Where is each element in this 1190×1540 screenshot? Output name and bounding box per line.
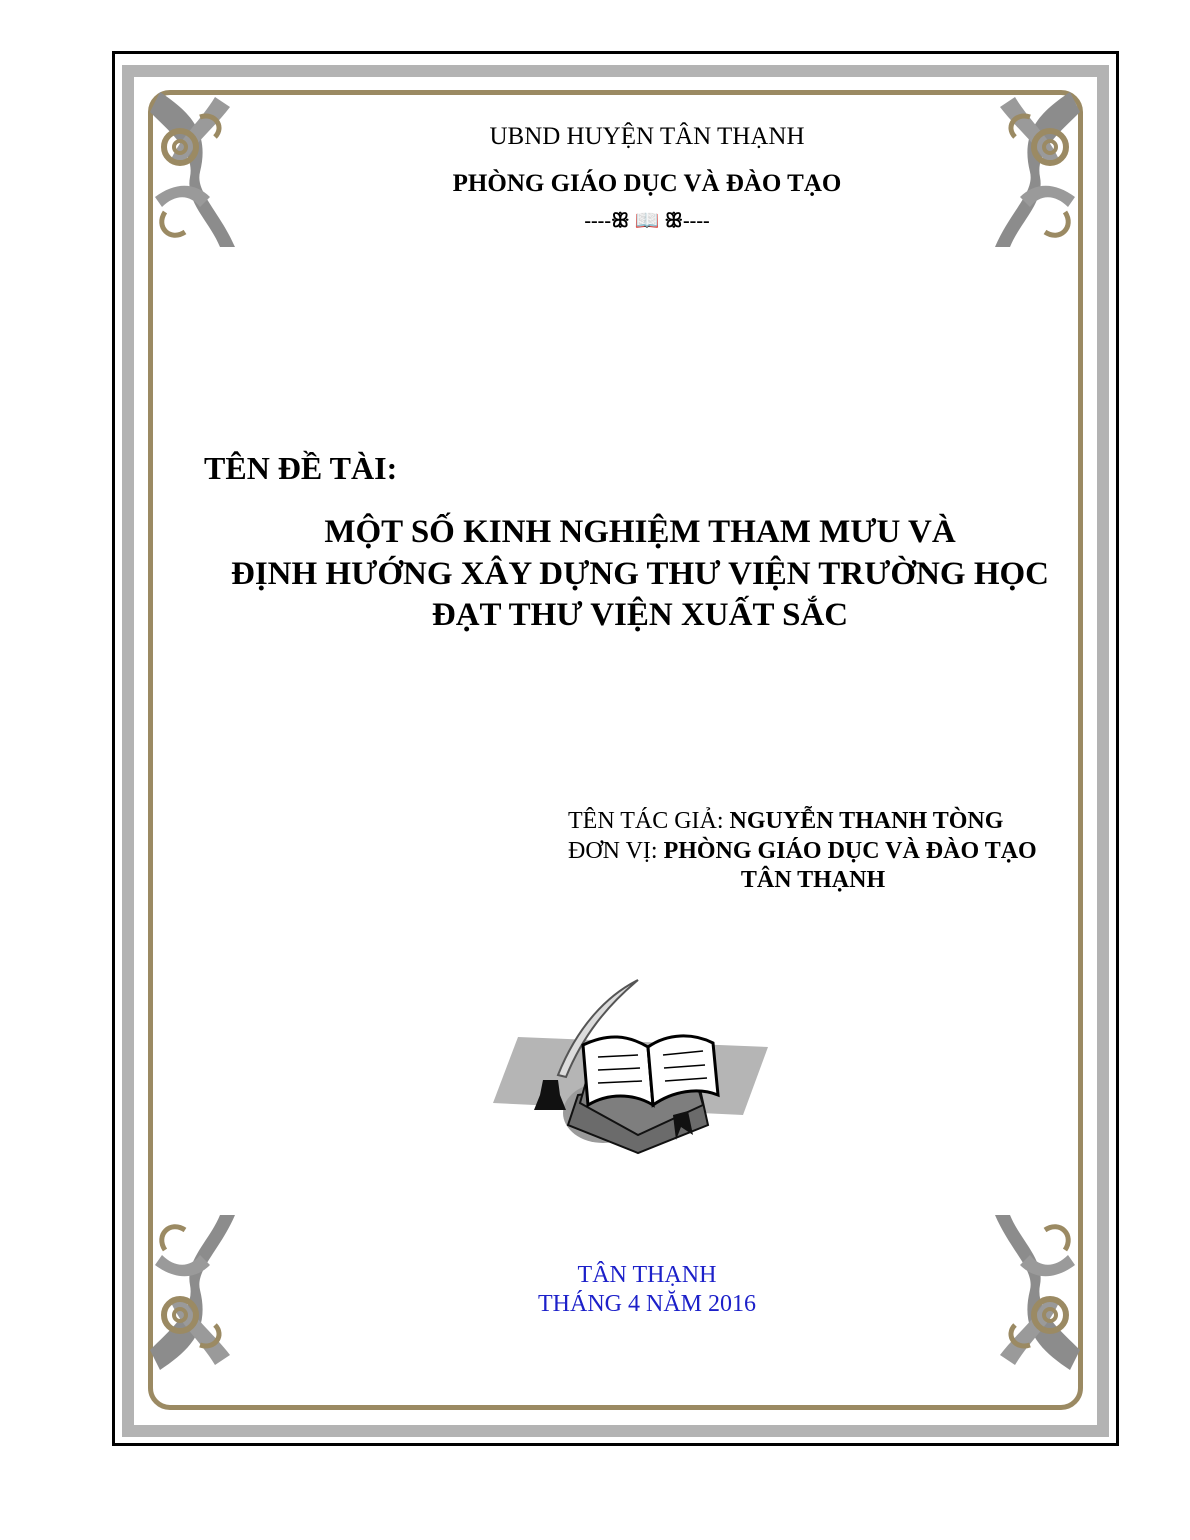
author-label: TÊN TÁC GIẢ: bbox=[568, 808, 730, 834]
page-border-gold bbox=[148, 90, 1083, 1410]
title-line-3: ĐẠT THƯ VIỆN XUẤT SẮC bbox=[431, 597, 849, 633]
unit-label: ĐƠN VỊ: bbox=[568, 838, 664, 864]
footer-place: TÂN THẠNH bbox=[577, 1262, 717, 1288]
title-label: TÊN ĐỀ TÀI: bbox=[204, 450, 398, 486]
title-line-1: MỘT SỐ KINH NGHIỆM THAM MƯU VÀ bbox=[324, 514, 956, 550]
author-line bbox=[568, 808, 1003, 835]
corner-flourish-icon bbox=[980, 82, 1090, 252]
author-name: NGUYỄN THANH TÒNG bbox=[729, 808, 1004, 834]
title-line-2: ĐỊNH HƯỚNG XÂY DỰNG THƯ VIỆN TRƯỜNG HỌC bbox=[230, 556, 1049, 592]
header-ornament: ----ꕥ 📖 ꕥ---- bbox=[584, 210, 710, 232]
org-line-2: PHÒNG GIÁO DỤC VÀ ĐÀO TẠO bbox=[452, 170, 842, 197]
corner-flourish-icon bbox=[140, 82, 250, 252]
book-quill-illustration-icon bbox=[488, 975, 770, 1160]
unit-name-line-1: PHÒNG GIÁO DỤC VÀ ĐÀO TẠO bbox=[663, 838, 1037, 864]
unit-line bbox=[568, 838, 1037, 865]
corner-flourish-icon bbox=[980, 1210, 1090, 1380]
unit-name-line-2: TÂN THẠNH bbox=[740, 867, 886, 893]
footer-date: THÁNG 4 NĂM 2016 bbox=[538, 1291, 756, 1317]
org-line-1: UBND HUYỆN TÂN THẠNH bbox=[489, 123, 805, 150]
corner-flourish-icon bbox=[140, 1210, 250, 1380]
